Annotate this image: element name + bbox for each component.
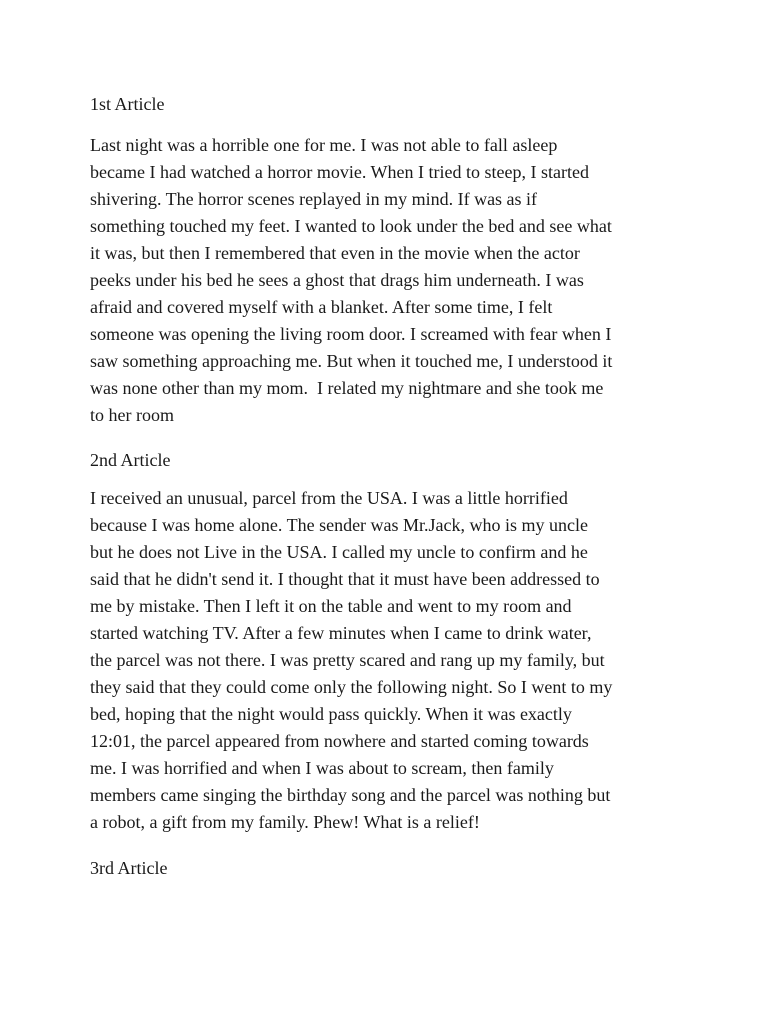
text-line: me. I was horrified and when I was about to scream, then family <box>90 758 554 778</box>
text-line: they said that they could come only the following night. So I went to my <box>90 677 613 697</box>
text-line: something touched my feet. I wanted to look under the bed and see what <box>90 216 612 236</box>
text-line: but he does not Live in the USA. I called my uncle to confirm and he <box>90 542 588 562</box>
text-line: someone was opening the living room door. I screamed with fear when I <box>90 324 612 344</box>
text-line: it was, but then I remembered that even in the movie when the actor <box>90 243 580 263</box>
article-2-heading: 2nd Article <box>90 450 171 470</box>
article-3-heading: 3rd Article <box>90 858 168 878</box>
text-line: afraid and covered myself with a blanket. After some time, I felt <box>90 297 553 317</box>
text-line: members came singing the birthday song and the parcel was nothing but <box>90 785 611 805</box>
text-line: to her room <box>90 405 174 425</box>
text-line: saw something approaching me. But when it touched me, I understood it <box>90 351 613 371</box>
text-line: I received an unusual, parcel from the USA. I was a little horrified <box>90 488 568 508</box>
article-2-body <box>90 485 710 836</box>
text-line: the parcel was not there. I was pretty scared and rang up my family, but <box>90 650 605 670</box>
text-line: started watching TV. After a few minutes when I came to drink water, <box>90 623 592 643</box>
text-line: said that he didn't send it. I thought that it must have been addressed to <box>90 569 600 589</box>
article-1-body <box>90 132 710 429</box>
text-line: shivering. The horror scenes replayed in my mind. If was as if <box>90 189 538 209</box>
text-line: Last night was a horrible one for me. I was not able to fall asleep <box>90 135 558 155</box>
article-1-heading: 1st Article <box>90 94 165 114</box>
text-line: because I was home alone. The sender was Mr.Jack, who is my uncle <box>90 515 589 535</box>
text-line: me by mistake. Then I left it on the table and went to my room and <box>90 596 572 616</box>
text-line: was none other than my mom. I related my nightmare and she took me <box>90 378 604 398</box>
text-line: bed, hoping that the night would pass quickly. When it was exactly <box>90 704 572 724</box>
text-line: 12:01, the parcel appeared from nowhere and started coming towards <box>90 731 589 751</box>
text-line: peeks under his bed he sees a ghost that drags him underneath. I was <box>90 270 584 290</box>
text-line: a robot, a gift from my family. Phew! What is a relief! <box>90 812 480 832</box>
text-line: became I had watched a horror movie. When I tried to steep, I started <box>90 162 589 182</box>
